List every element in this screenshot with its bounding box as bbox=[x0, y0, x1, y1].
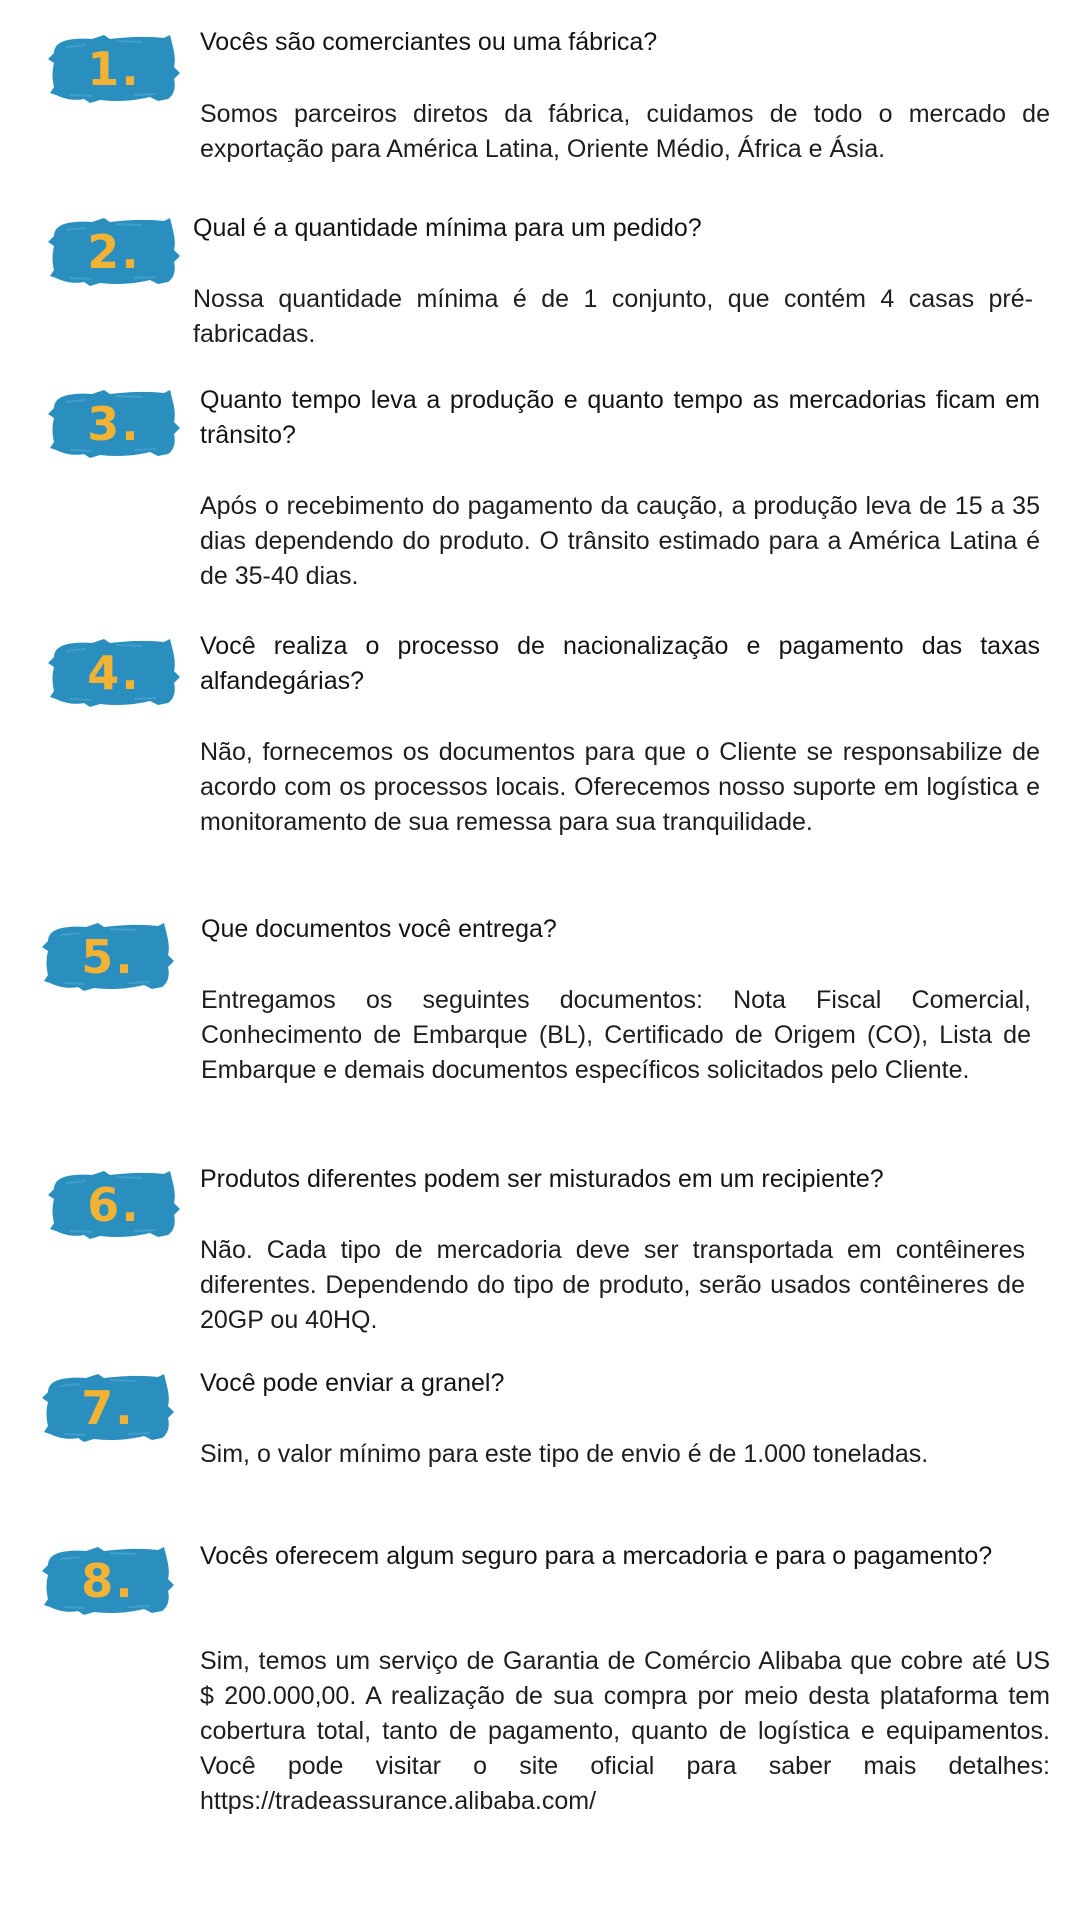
badge-number: 8. bbox=[81, 1554, 135, 1608]
number-badge bbox=[40, 1368, 176, 1448]
answer-text: Não. Cada tipo de mercadoria deve ser transportada em contêineres diferentes. Dependendo do tipo de produto, serão usados contêineres de 20GP ou 40HQ. bbox=[200, 1236, 1025, 1334]
question-text: Vocês oferecem algum seguro para a mercadoria e para o pagamento? bbox=[200, 1542, 993, 1570]
number-badge bbox=[46, 212, 182, 292]
badge-number: 1. bbox=[87, 42, 141, 96]
question-text: Vocês são comerciantes ou uma fábrica? bbox=[200, 28, 658, 56]
question-text: Qual é a quantidade mínima para um pedido? bbox=[193, 214, 702, 242]
number-badge bbox=[46, 1165, 182, 1245]
answer-text: Não, fornecemos os documentos para que o Cliente se responsabilize de acordo com os processos locais. Oferecemos nosso suporte em logística e monitoramento de sua remessa para sua tranquilidade. bbox=[200, 738, 1040, 836]
answer-text: Após o recebimento do pagamento da caução, a produção leva de 15 a 35 dias dependendo do produto. O trânsito estimado para a América Latina é de 35-40 dias. bbox=[200, 492, 1040, 590]
badge-number: 7. bbox=[81, 1381, 135, 1435]
badge-number: 2. bbox=[87, 225, 141, 279]
badge-number: 6. bbox=[87, 1178, 141, 1232]
answer-text: Sim, temos um serviço de Garantia de Comércio Alibaba que cobre até US $ 200.000,00. A realização de sua compra por meio desta plataforma tem cobertura total, tanto de pagamento, quanto de logística e equipamentos. Você pode visitar o site oficial para saber mais detalhes: https://tradeassurance.alibaba.com/ bbox=[200, 1647, 1050, 1815]
badge-number: 5. bbox=[81, 930, 135, 984]
number-badge bbox=[40, 917, 176, 997]
answer-text: Entregamos os seguintes documentos: Nota Fiscal Comercial, Conhecimento de Embarque (BL), Certificado de Origem (CO), Lista de Embarque e demais documentos específicos solicitados pelo Cliente. bbox=[201, 986, 1031, 1084]
number-badge bbox=[40, 1541, 176, 1621]
answer-text: Sim, o valor mínimo para este tipo de envio é de 1.000 toneladas. bbox=[200, 1440, 929, 1468]
question-text: Você realiza o processo de nacionalização e pagamento das taxas alfandegárias? bbox=[200, 632, 1040, 695]
badge-number: 3. bbox=[87, 397, 141, 451]
question-text: Produtos diferentes podem ser misturados em um recipiente? bbox=[200, 1165, 884, 1193]
badge-number: 4. bbox=[87, 646, 141, 700]
answer-text: Somos parceiros diretos da fábrica, cuidamos de todo o mercado de exportação para América Latina, Oriente Médio, África e Ásia. bbox=[200, 100, 1050, 163]
answer-text: Nossa quantidade mínima é de 1 conjunto, que contém 4 casas pré-fabricadas. bbox=[193, 285, 1033, 348]
question-text: Que documentos você entrega? bbox=[201, 915, 557, 943]
number-badge bbox=[46, 29, 182, 109]
question-text: Você pode enviar a granel? bbox=[200, 1369, 505, 1397]
number-badge bbox=[46, 633, 182, 713]
question-text: Quanto tempo leva a produção e quanto tempo as mercadorias ficam em trânsito? bbox=[200, 386, 1040, 449]
number-badge bbox=[46, 384, 182, 464]
